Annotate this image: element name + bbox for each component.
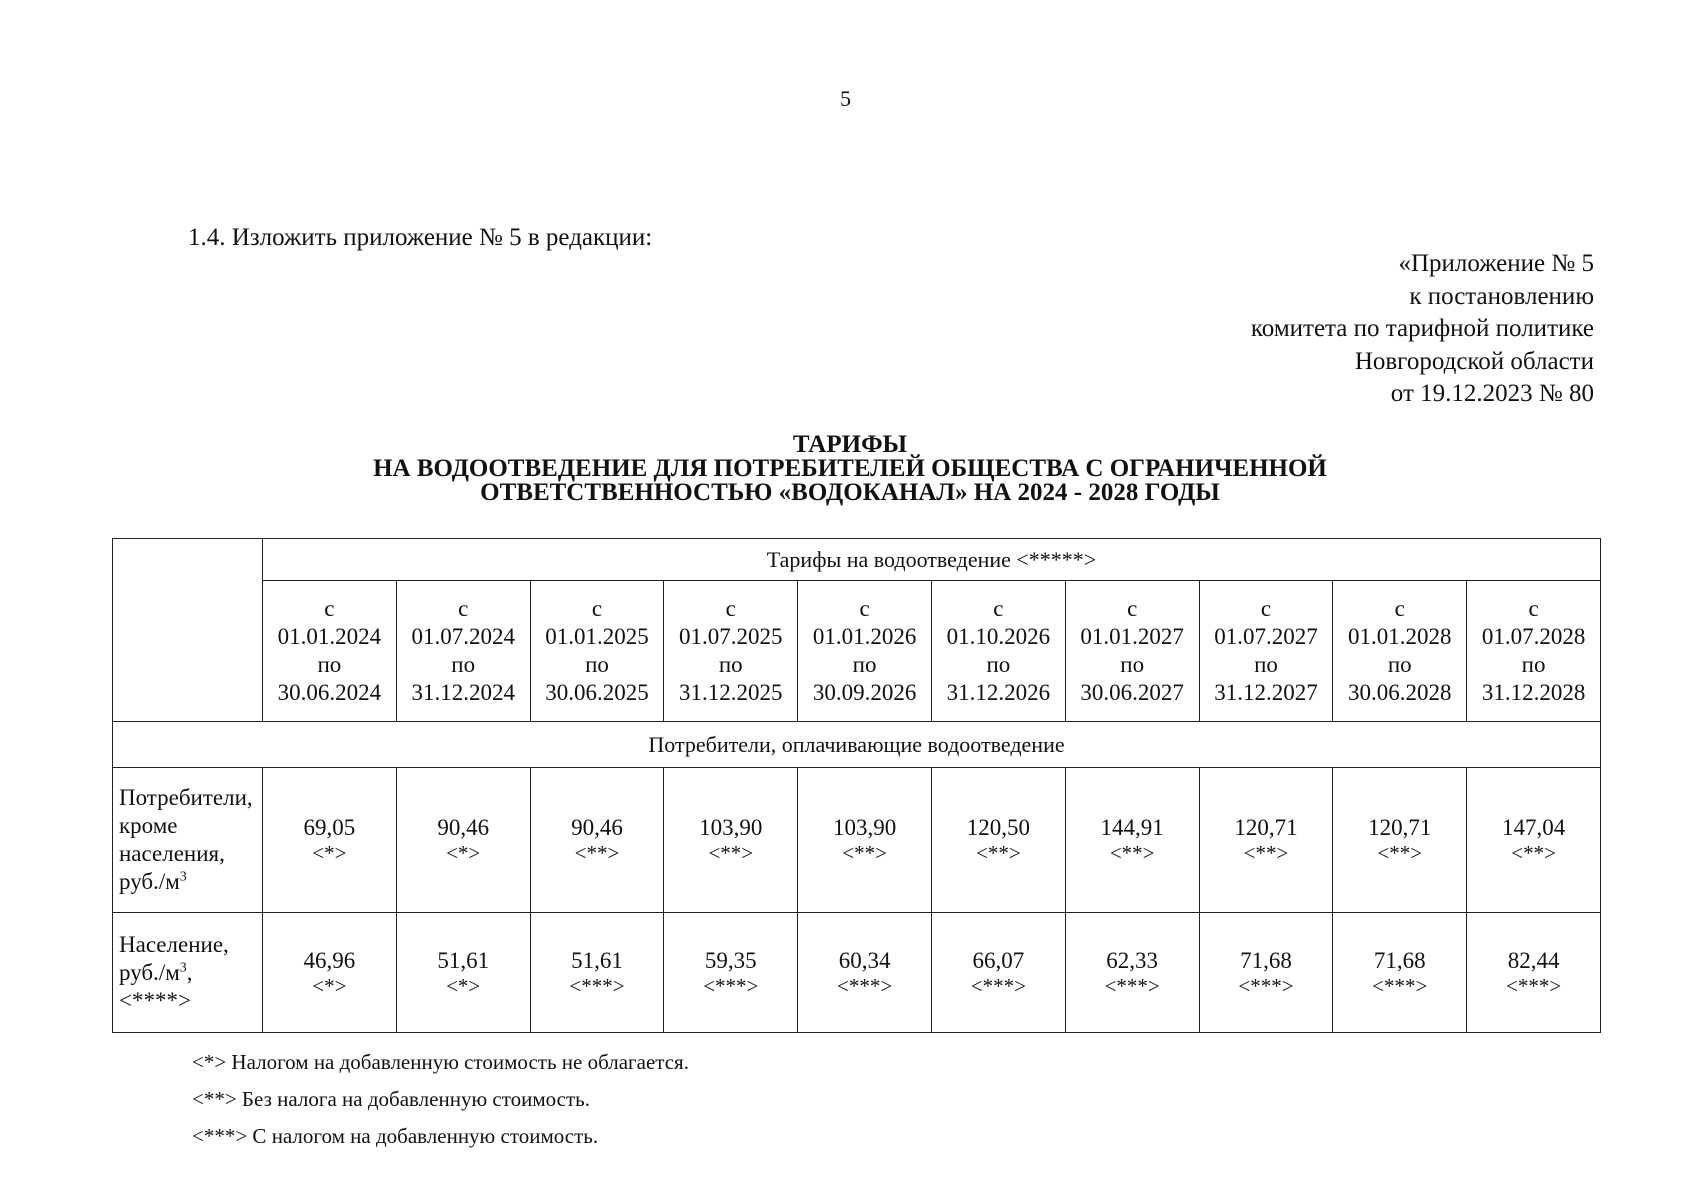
row-label-others xyxy=(113,768,263,913)
tariff-note: <***> xyxy=(836,973,893,998)
period-from: 01.01.2027 xyxy=(1080,624,1184,649)
tariff-cell xyxy=(263,768,397,913)
table-row xyxy=(113,768,1601,913)
tariff-cell xyxy=(530,768,664,913)
tariff-note: <**> xyxy=(1511,841,1556,865)
tariff-note: <**> xyxy=(842,841,887,865)
appendix-reference xyxy=(1251,248,1594,411)
title-line-2: НА ВОДООТВЕДЕНИЕ ДЛЯ ПОТРЕБИТЕЛЕЙ ОБЩЕСТВА С ОГРАНИЧЕННОЙ xyxy=(373,455,1327,482)
row-label-line: , xyxy=(186,959,193,985)
tariff-cell xyxy=(396,768,530,913)
period-c: с xyxy=(1394,596,1405,621)
title-line-1: ТАРИФЫ xyxy=(792,431,908,458)
period-from: 01.01.2028 xyxy=(1348,624,1452,649)
tariff-cell xyxy=(1333,768,1467,913)
tariff-note: <*> xyxy=(446,841,481,865)
tariff-value: 71,68 xyxy=(1373,947,1426,973)
period-from: 01.01.2026 xyxy=(812,624,917,649)
tariff-value: 69,05 xyxy=(303,815,356,840)
tariff-note: <**> xyxy=(1109,841,1155,865)
period-to: 31.12.2024 xyxy=(411,680,515,705)
period-po: по xyxy=(852,652,877,677)
period-po: по xyxy=(986,652,1011,677)
tariff-value: 147,04 xyxy=(1501,815,1566,840)
tariff-value: 103,90 xyxy=(832,815,897,840)
period-cell xyxy=(1467,581,1601,722)
tariff-value: 66,07 xyxy=(972,947,1025,973)
tariff-value: 60,34 xyxy=(838,947,891,973)
tariff-cell xyxy=(1333,913,1467,1033)
tariff-value: 46,96 xyxy=(303,947,356,973)
tariff-value: 62,33 xyxy=(1106,947,1159,973)
tariff-cell xyxy=(931,768,1065,913)
period-cell xyxy=(798,581,932,722)
period-cell xyxy=(396,581,530,722)
period-to: 30.09.2026 xyxy=(812,680,917,705)
instruction-text: 1.4. Изложить приложение № 5 в редакции: xyxy=(188,224,653,251)
period-c: с xyxy=(591,596,603,621)
period-to: 30.06.2028 xyxy=(1348,680,1452,705)
tariff-cell xyxy=(1467,913,1601,1033)
appendix-line-3: комитета по тарифной политике xyxy=(1250,315,1594,342)
period-cell xyxy=(1333,581,1467,722)
period-po: по xyxy=(718,652,743,677)
period-cell xyxy=(1199,581,1333,722)
table-header-row xyxy=(113,539,1601,581)
period-cell xyxy=(664,581,798,722)
tariff-note: <**> xyxy=(1243,841,1289,865)
appendix-line-2: к постановлению xyxy=(1409,282,1594,310)
period-c: с xyxy=(324,596,335,621)
period-to: 30.06.2027 xyxy=(1080,680,1184,705)
period-po: по xyxy=(1120,652,1145,677)
tariff-value: 120,50 xyxy=(966,815,1030,840)
tariff-value: 120,71 xyxy=(1368,815,1432,840)
tariff-value: 103,90 xyxy=(699,815,763,840)
unit-superscript: 3 xyxy=(179,869,187,885)
tariff-value: 144,91 xyxy=(1100,815,1164,840)
tariff-note: <***> xyxy=(1104,973,1160,998)
tariff-cell xyxy=(664,768,798,913)
footnote: <*> Налогом на добавленную стоимость не облагается. xyxy=(192,1050,689,1074)
appendix-line-1: «Приложение № 5 xyxy=(1398,250,1594,277)
tariff-value: 90,46 xyxy=(437,815,490,840)
footnote: <**> Без налога на добавленную стоимость. xyxy=(192,1087,590,1111)
period-cell xyxy=(530,581,664,722)
tariff-cell xyxy=(1199,913,1333,1033)
period-cell xyxy=(1065,581,1199,722)
unit-superscript: 3 xyxy=(179,959,187,975)
period-to: 31.12.2027 xyxy=(1214,680,1318,705)
page-number: 5 xyxy=(840,86,851,111)
section-header: Потребители, оплачивающие водоотведение xyxy=(113,722,1601,768)
section-row xyxy=(113,722,1601,768)
tariff-note: <***> xyxy=(970,973,1026,998)
tariff-cell xyxy=(263,913,397,1033)
period-po: по xyxy=(1521,652,1546,677)
tariff-value: 120,71 xyxy=(1234,815,1298,840)
period-cell xyxy=(263,581,397,722)
tariffs-header: Тарифы на водоотведение <*****> xyxy=(263,539,1601,581)
period-from: 01.07.2025 xyxy=(679,624,783,649)
period-to: 31.12.2028 xyxy=(1481,680,1586,705)
row-label-line: населения, xyxy=(119,841,225,866)
period-from: 01.10.2026 xyxy=(946,624,1051,649)
period-to: 30.06.2025 xyxy=(545,680,649,705)
tariff-note: <*> xyxy=(312,841,347,865)
period-from: 01.07.2028 xyxy=(1481,624,1586,649)
period-c: с xyxy=(1260,596,1272,621)
row-label-line: руб./м xyxy=(119,959,180,985)
tariff-cell xyxy=(1065,768,1199,913)
tariff-table xyxy=(112,538,1601,1033)
tariff-note: <**> xyxy=(976,841,1021,865)
period-c: с xyxy=(1528,596,1539,621)
tariff-note: <***> xyxy=(569,973,625,998)
tariff-value: 59,35 xyxy=(704,947,757,973)
appendix-line-5: от 19.12.2023 № 80 xyxy=(1390,380,1594,407)
period-c: с xyxy=(458,596,469,621)
tariff-cell xyxy=(396,913,530,1033)
period-row xyxy=(113,581,1601,722)
tariff-cell xyxy=(1199,768,1333,913)
row-label-line: <****> xyxy=(119,987,191,1013)
corner-cell xyxy=(113,539,263,722)
tariff-value: 82,44 xyxy=(1507,947,1560,973)
tariff-note: <***> xyxy=(1238,973,1294,998)
footnote: <***> С налогом на добавленную стоимость. xyxy=(192,1124,599,1148)
row-label-line: руб./м xyxy=(119,869,180,894)
title-line-3: ОТВЕТСТВЕННОСТЬЮ «ВОДОКАНАЛ» НА 2024 - 2028 ГОДЫ xyxy=(480,479,1220,506)
tariff-note: <*> xyxy=(312,973,347,998)
period-po: по xyxy=(585,652,609,677)
row-label-line: Население, xyxy=(119,931,229,957)
period-from: 01.01.2024 xyxy=(277,624,382,649)
period-cell xyxy=(931,581,1065,722)
row-label-line: кроме xyxy=(119,813,178,838)
footnotes xyxy=(192,1044,689,1155)
period-from: 01.07.2024 xyxy=(411,624,515,649)
document-title xyxy=(250,433,1450,505)
tariff-value: 71,68 xyxy=(1240,947,1292,973)
tariff-value: 90,46 xyxy=(571,815,623,840)
tariff-cell xyxy=(530,913,664,1033)
period-po: по xyxy=(1254,652,1278,677)
tariff-note: <***> xyxy=(703,973,759,998)
period-from: 01.01.2025 xyxy=(545,624,649,649)
tariff-value: 51,61 xyxy=(571,947,623,973)
period-c: с xyxy=(859,596,870,621)
tariff-value: 51,61 xyxy=(437,947,490,973)
tariff-note: <***> xyxy=(1505,973,1562,998)
appendix-line-4: Новгородской области xyxy=(1354,347,1594,375)
tariff-cell xyxy=(1467,768,1601,913)
tariff-cell xyxy=(1065,913,1199,1033)
tariff-note: <**> xyxy=(1377,841,1423,865)
tariff-cell xyxy=(798,768,932,913)
tariff-note: <*> xyxy=(446,973,481,998)
period-c: с xyxy=(993,596,1004,621)
period-c: с xyxy=(1127,596,1138,621)
row-label-line: Потребители, xyxy=(119,785,253,810)
period-from: 01.07.2027 xyxy=(1214,624,1318,649)
table-row xyxy=(113,913,1601,1033)
period-po: по xyxy=(451,652,476,677)
tariff-note: <**> xyxy=(574,841,620,865)
row-label-population xyxy=(113,913,263,1033)
period-po: по xyxy=(1387,652,1412,677)
tariff-cell xyxy=(798,913,932,1033)
tariff-note: <**> xyxy=(708,841,754,865)
period-to: 31.12.2026 xyxy=(946,680,1051,705)
tariff-cell xyxy=(931,913,1065,1033)
period-to: 30.06.2024 xyxy=(277,680,382,705)
tariff-cell xyxy=(664,913,798,1033)
period-to: 31.12.2025 xyxy=(679,680,783,705)
tariff-note: <***> xyxy=(1372,973,1428,998)
period-po: по xyxy=(317,652,342,677)
period-c: с xyxy=(725,596,736,621)
